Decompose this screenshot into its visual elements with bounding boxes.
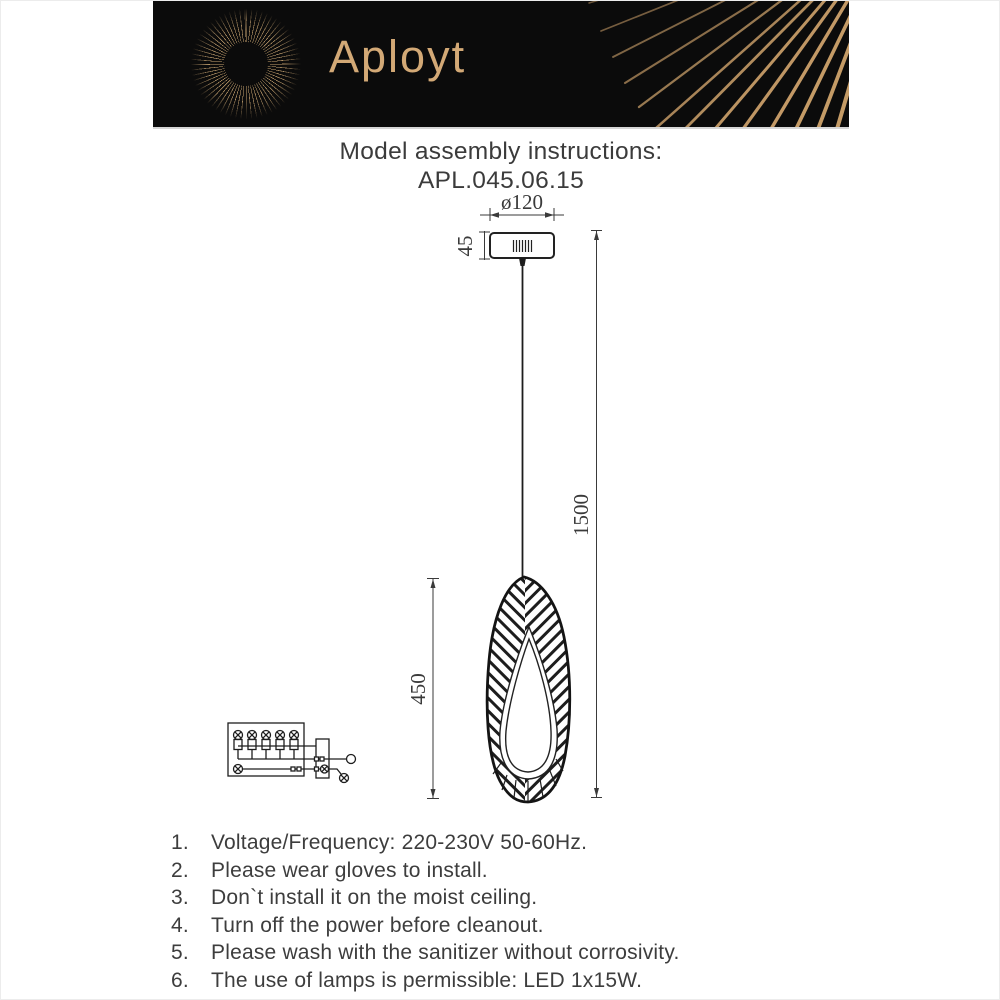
dimension-canopy-diameter xyxy=(480,190,564,221)
item-text: The use of lamps is permissible: LED 1x15W. xyxy=(211,968,643,992)
item-number: 6. xyxy=(171,968,189,992)
page-title: Model assembly instructions: xyxy=(339,138,663,165)
brand-wordmark: Aployt xyxy=(329,31,467,82)
list-item xyxy=(171,884,811,912)
item-number: 2. xyxy=(171,858,189,882)
model-number: APL.045.06.15 xyxy=(417,167,584,194)
dimension-suspension-length-label: 1500 xyxy=(569,494,593,536)
dimension-canopy-height xyxy=(453,231,490,260)
item-text: Please wash with the sanitizer without corrosivity. xyxy=(211,941,680,965)
item-text: Turn off the power before cleanout. xyxy=(211,913,544,937)
pendant-drawing xyxy=(487,571,585,811)
list-item xyxy=(171,829,811,857)
item-text: Voltage/Frequency: 220-230V 50-60Hz. xyxy=(211,831,588,854)
item-text: Don`t install it on the moist ceiling. xyxy=(211,886,538,910)
rays-decoration-icon xyxy=(153,1,849,127)
mains-connector-symbol xyxy=(347,755,356,764)
dimension-body-height xyxy=(406,579,439,799)
dimension-diameter-label: ø120 xyxy=(501,190,543,214)
wiring-diagram xyxy=(216,711,366,801)
canopy-cord-grip-hatch xyxy=(514,240,532,252)
led-module-symbols xyxy=(234,731,299,750)
item-number: 3. xyxy=(171,886,189,910)
item-text: Please wear gloves to install. xyxy=(211,858,488,882)
list-item xyxy=(171,912,811,940)
lamp-technical-drawing xyxy=(401,189,631,814)
item-number: 5. xyxy=(171,941,189,965)
dimension-body-height-label: 450 xyxy=(406,673,430,705)
list-item xyxy=(171,939,811,967)
dimension-canopy-height-label: 45 xyxy=(453,235,477,257)
item-number: 1. xyxy=(171,831,189,854)
list-item xyxy=(171,857,811,885)
brand-banner xyxy=(153,1,849,129)
list-item xyxy=(171,967,811,995)
instruction-list xyxy=(171,829,811,995)
dimension-suspension-length xyxy=(569,231,602,798)
item-number: 4. xyxy=(171,913,189,937)
